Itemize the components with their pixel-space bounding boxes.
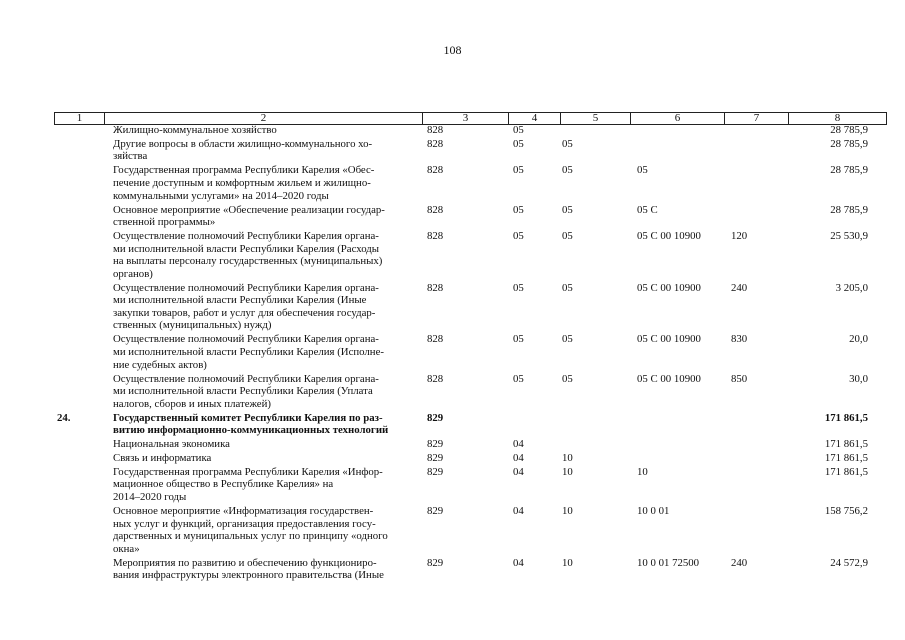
description-line: Государственная программа Республики Карелия «Обес-: [113, 164, 375, 177]
row-description: [113, 164, 418, 202]
description-line: ми исполнительной власти Республики Карелия (Уплата: [113, 385, 373, 398]
section-code: 05: [513, 203, 524, 216]
ministry-code: 828: [427, 372, 444, 385]
description-line: Государственный комитет Республики Карелия по раз-: [113, 411, 383, 424]
target-item-code: 05 С 00 10900: [637, 281, 701, 294]
ministry-code: 828: [427, 333, 444, 346]
header-col-8: 8: [789, 113, 887, 125]
target-item-code: 05 С 00 10900: [637, 372, 701, 385]
section-code: 05: [513, 281, 524, 294]
description-line: коммунальными услугами» на 2014–2020 годы: [113, 189, 329, 202]
section-code: 05: [513, 230, 524, 242]
amount: 171 861,5: [824, 452, 868, 464]
description-line: Осуществление полномочий Республики Карелия органа-: [113, 333, 379, 346]
header-col-3: 3: [423, 113, 509, 125]
subsection-code: 05: [562, 164, 573, 177]
description-line: печение доступным и комфортным жильем и жилищно-: [113, 176, 371, 189]
row-description: [113, 466, 418, 504]
amount: 3 205,0: [835, 281, 868, 294]
description-line: закупки товаров, работ и услуг для обеспечения государ-: [113, 306, 376, 319]
description-line: ние судебных актов): [113, 358, 207, 371]
expense-type-code: 830: [731, 333, 748, 346]
target-item-code: 05 С: [637, 203, 658, 216]
description-line: Основное мероприятие «Обеспечение реализации государ-: [113, 203, 385, 216]
amount: 25 530,9: [830, 230, 868, 242]
ministry-code: 829: [427, 556, 444, 569]
amount: 171 861,5: [824, 438, 868, 451]
subsection-code: 05: [562, 137, 573, 150]
header-col-7: 7: [725, 113, 789, 125]
amount: 24 572,9: [830, 556, 868, 569]
section-code: 05: [513, 164, 524, 177]
target-item-code: 05: [637, 164, 648, 177]
subsection-code: 05: [562, 203, 573, 216]
ministry-code: 828: [427, 164, 444, 177]
header-col-6: 6: [631, 113, 725, 125]
description-line: ми исполнительной власти Республики Карелия (Исполне-: [113, 345, 384, 358]
subsection-code: 05: [562, 230, 573, 242]
row-description: [113, 505, 418, 555]
ministry-code: 828: [427, 203, 444, 216]
description-line: ми исполнительной власти Республики Карелия (Расходы: [113, 242, 380, 255]
subsection-code: 10: [562, 556, 573, 569]
ministry-code: 829: [427, 505, 444, 517]
ministry-code: 828: [427, 230, 444, 242]
section-code: 04: [513, 452, 524, 464]
target-item-code: 05 С 00 10900: [637, 333, 701, 346]
row-description: [113, 204, 418, 229]
amount: 28 785,9: [830, 164, 868, 177]
description-line: Государственная программа Республики Карелия «Инфор-: [113, 465, 383, 478]
subsection-code: 05: [562, 372, 573, 385]
subsection-code: 10: [562, 465, 573, 478]
description-line: ственной программы»: [113, 216, 216, 229]
ministry-code: 829: [427, 452, 444, 464]
ministry-code: 828: [427, 281, 444, 294]
amount: 30,0: [849, 372, 868, 385]
description-line: Жилищно-коммунальное хозяйство: [113, 124, 277, 136]
section-code: 04: [513, 465, 524, 478]
header-col-2: 2: [105, 113, 423, 125]
description-line: Основное мероприятие «Информатизация государствен-: [113, 505, 374, 517]
subsection-code: 10: [562, 505, 573, 517]
description-line: ных услуг и функций, организация предоставления госу-: [113, 517, 376, 530]
subsection-code: 05: [562, 281, 573, 294]
row-description: [113, 373, 418, 411]
amount: 171 861,5: [824, 411, 868, 424]
description-line: витию информационно-коммуникационных технологий: [113, 424, 389, 437]
row-description: [113, 282, 418, 332]
description-line: Осуществление полномочий Республики Карелия органа-: [113, 372, 379, 385]
row-description: [113, 452, 418, 465]
row-description: [113, 333, 418, 371]
target-item-code: 10 0 01: [637, 505, 670, 517]
description-line: зяйства: [113, 150, 148, 163]
description-line: Национальная экономика: [113, 438, 230, 451]
description-line: Связь и информатика: [113, 452, 212, 464]
description-line: налогов, сборов и иных платежей): [113, 397, 271, 410]
amount: 28 785,9: [830, 124, 868, 136]
ministry-code: 829: [427, 411, 444, 424]
section-code: 04: [513, 556, 524, 569]
expense-type-code: 240: [731, 281, 748, 294]
row-description: [113, 412, 418, 437]
target-item-code: 05 С 00 10900: [637, 230, 701, 242]
ministry-code: 829: [427, 465, 444, 478]
description-line: вания инфраструктуры электронного правительства (Иные: [113, 569, 384, 582]
header-col-5: 5: [561, 113, 631, 125]
amount: 20,0: [849, 333, 868, 346]
description-line: Другие вопросы в области жилищно-коммунального хо-: [113, 137, 373, 150]
amount: 28 785,9: [830, 137, 868, 150]
expense-type-code: 120: [731, 230, 748, 242]
description-line: окна»: [113, 542, 140, 555]
target-item-code: 10 0 01 72500: [637, 556, 700, 569]
description-line: ственных (муниципальных) нужд): [113, 319, 272, 332]
expense-type-code: 240: [731, 556, 748, 569]
amount: 158 756,2: [824, 505, 868, 517]
header-col-4: 4: [509, 113, 561, 125]
section-code: 05: [513, 124, 524, 136]
header-col-1: 1: [55, 113, 105, 125]
description-line: органов): [113, 267, 153, 280]
ministry-code: 828: [427, 124, 444, 136]
section-code: 05: [513, 372, 524, 385]
ministry-code: 829: [427, 438, 444, 451]
row-description: [113, 438, 418, 451]
section-code: 04: [513, 505, 524, 517]
row-description: [113, 124, 418, 137]
description-line: 2014–2020 годы: [113, 491, 187, 504]
section-code: 05: [513, 333, 524, 346]
section-code: 05: [513, 137, 524, 150]
row-description: [113, 557, 418, 582]
description-line: на выплаты персоналу государственных (муниципальных): [113, 255, 383, 268]
expense-type-code: 850: [731, 372, 748, 385]
row-number: 24.: [57, 411, 71, 424]
row-description: [113, 230, 418, 280]
subsection-code: 10: [562, 452, 573, 464]
description-line: дарственных и муниципальных услуг по принципу «одного: [113, 530, 388, 543]
page-number: 108: [443, 43, 462, 57]
ministry-code: 828: [427, 137, 444, 150]
description-line: мационное общество в Республике Карелия» на: [113, 478, 334, 491]
amount: 28 785,9: [830, 203, 868, 216]
amount: 171 861,5: [824, 465, 868, 478]
description-line: ми исполнительной власти Республики Карелия (Иные: [113, 294, 367, 307]
row-description: [113, 138, 418, 163]
description-line: Мероприятия по развитию и обеспечению функциониро-: [113, 556, 377, 569]
target-item-code: 10: [637, 465, 648, 478]
subsection-code: 05: [562, 333, 573, 346]
description-line: Осуществление полномочий Республики Карелия органа-: [113, 230, 379, 242]
description-line: Осуществление полномочий Республики Карелия органа-: [113, 281, 379, 294]
section-code: 04: [513, 438, 524, 451]
